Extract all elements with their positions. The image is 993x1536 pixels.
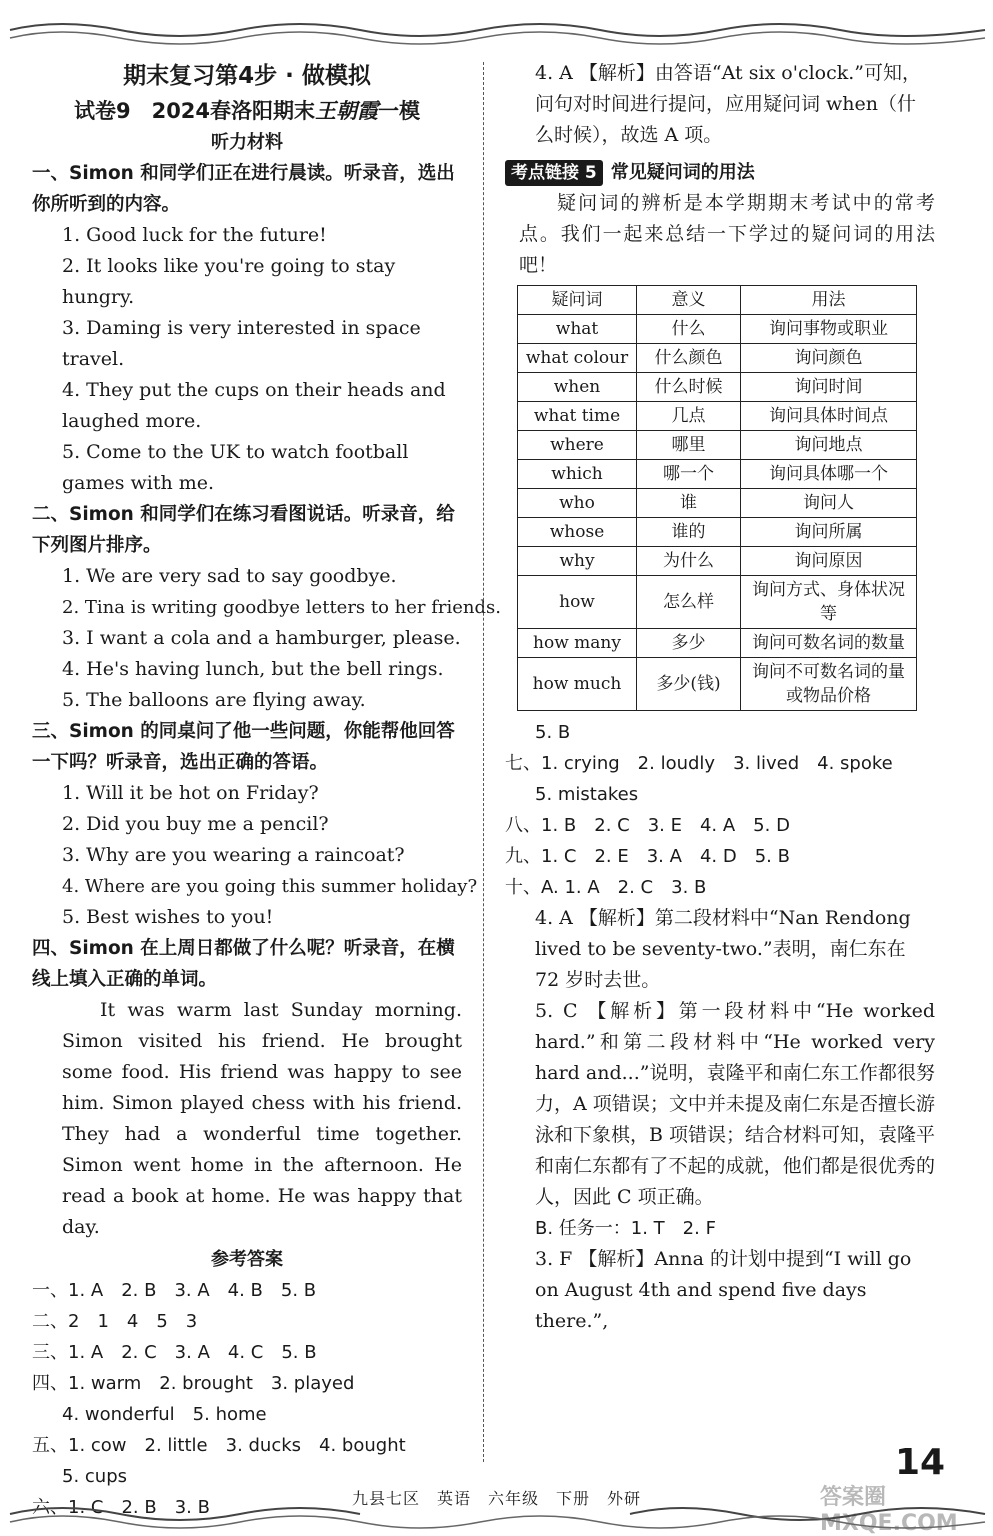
list-item: 2. It looks like you're going to stay hungry. <box>62 255 396 308</box>
table-cell: 什么颜色 <box>637 344 741 373</box>
table-row <box>518 518 917 547</box>
answer-line: 5. cups <box>62 1466 128 1487</box>
exam-title-text: 试卷9 2024春洛阳期末 <box>73 99 316 123</box>
table-row <box>518 431 917 460</box>
knowledge-link-title: 常见疑问词的用法 <box>610 162 755 183</box>
table-cell: 询问原因 <box>741 547 917 576</box>
q2-prompt: 二、Simon 和同学们在练习看图说话。听录音，给下列图片排序。 <box>32 504 455 556</box>
list-item: 3. Daming is very interested in space travel. <box>62 317 421 370</box>
answer-line: 八、1. B 2. C 3. E 4. A 5. D <box>505 815 790 836</box>
knowledge-link-tag: 考点链接 5 <box>505 160 603 186</box>
knowledge-link <box>505 157 935 188</box>
table-header-cell: 疑问词 <box>518 286 637 315</box>
table-cell: where <box>518 431 637 460</box>
table-cell: why <box>518 547 637 576</box>
list-item: 5. The balloons are flying away. <box>62 689 366 711</box>
q3-list <box>32 778 478 933</box>
answer-line: B. 任务一：1. T 2. F <box>535 1218 716 1239</box>
question-words-table <box>517 285 917 711</box>
q3-prompt: 三、Simon 的同桌问了他一些问题，你能帮他回答一下吗？听录音，选出正确的答语。 <box>32 721 455 773</box>
answer-line: 六、1. C 2. B 3. B <box>32 1497 210 1518</box>
list-item: 2. Tina is writing goodbye letters to her friends. <box>62 597 502 618</box>
table-row <box>518 402 917 431</box>
table-cell: 多少 <box>637 629 741 658</box>
table-cell: 为什么 <box>637 547 741 576</box>
table-row <box>518 460 917 489</box>
list-item: 3. Why are you wearing a raincoat? <box>62 844 405 866</box>
right-column <box>505 58 935 1337</box>
table-row <box>518 658 917 711</box>
answers-heading: 参考答案 <box>211 1249 283 1270</box>
answer-line: 5. B <box>535 722 571 743</box>
table-cell: 谁 <box>637 489 741 518</box>
q4-passage <box>32 995 462 1243</box>
list-item: 2. Did you buy me a pencil? <box>62 813 329 835</box>
list-item: 5. Best wishes to you! <box>62 906 274 928</box>
table-cell: 询问地点 <box>741 431 917 460</box>
table-cell: 哪一个 <box>637 460 741 489</box>
table-header-row <box>518 286 917 315</box>
answer-line: 九、1. C 2. E 3. A 4. D 5. B <box>505 846 790 867</box>
page-number: 14 <box>895 1442 946 1483</box>
table-cell: whose <box>518 518 637 547</box>
table-cell: when <box>518 373 637 402</box>
answer-line: 五、1. cow 2. little 3. ducks 4. bought <box>32 1435 406 1456</box>
table-cell: 询问具体哪一个 <box>741 460 917 489</box>
list-item: 3. I want a cola and a hamburger, please. <box>62 627 461 649</box>
watermark: 答案圈 MXQE.COM <box>820 1485 958 1536</box>
q1-prompt: 一、Simon 和同学们正在进行晨读。听录音，选出你所听到的内容。 <box>32 163 455 215</box>
table-row <box>518 344 917 373</box>
answer-explanation: 4. A 【解析】第二段材料中“Nan Rendong lived to be seventy-two.”表明，南仁东在 72 岁时去世。 <box>535 907 911 991</box>
table-row <box>518 315 917 344</box>
table-cell: 询问人 <box>741 489 917 518</box>
exam-title <box>32 94 462 128</box>
answer-line: 十、A. 1. A 2. C 3. B <box>505 877 707 898</box>
answer-line: 七、1. crying 2. loudly 3. lived 4. spoke <box>505 753 893 774</box>
table-cell: 谁的 <box>637 518 741 547</box>
table-row <box>518 373 917 402</box>
table-cell: what colour <box>518 344 637 373</box>
knowledge-intro: 疑问词的辨析是本学期期末考试中的常考点。我们一起来总结一下学过的疑问词的用法吧！ <box>519 192 935 276</box>
footer-text: 九县七区 英语 六年级 下册 外研 <box>351 1489 641 1508</box>
table-cell: how much <box>518 658 637 711</box>
table-cell: what time <box>518 402 637 431</box>
passage-text: It was warm last Sunday morning. Simon visited his friend. He brought some food. His friend was happy to see him. Simon played chess with his friend. They had a wonderful time together. Simon went home in the afternoon. He read a book at home. He was happy that day. <box>62 999 462 1238</box>
listening-heading: 听力材料 <box>211 132 283 153</box>
table-cell: 哪里 <box>637 431 741 460</box>
table-cell: 询问颜色 <box>741 344 917 373</box>
answer-line: 二、2 1 4 5 3 <box>32 1311 198 1332</box>
column-divider <box>483 62 484 1462</box>
table-cell: 询问事物或职业 <box>741 315 917 344</box>
table-cell: what <box>518 315 637 344</box>
list-item: 4. They put the cups on their heads and laughed more. <box>62 379 446 432</box>
table-row <box>518 629 917 658</box>
answer-line: 4. wonderful 5. home <box>62 1404 267 1425</box>
table-cell: how <box>518 576 637 629</box>
table-cell: 怎么样 <box>637 576 741 629</box>
table-cell: 什么 <box>637 315 741 344</box>
table-cell: 询问不可数名词的量或物品价格 <box>741 658 917 711</box>
answer-explanation: 5. C 【解析】第一段材料中“He worked hard.”和第二段材料中“He worked very hard and...”说明，袁隆平和南仁东工作都很努力，A 项错误；文中并未提及南仁东是否擅长游泳和下象棋，B 项错误；结合材料可知，袁隆平和南仁东都有了不起的成就，他们都是很优秀的人，因此 C 项正确。 <box>535 1000 936 1208</box>
table-cell: 多少(钱) <box>637 658 741 711</box>
answer-explanation: 3. F 【解析】Anna 的计划中提到“I will go on August 4th and spend five days there.”, <box>535 1248 912 1332</box>
bottom-decorative-border <box>0 1492 993 1532</box>
table-cell: who <box>518 489 637 518</box>
table-cell: 询问具体时间点 <box>741 402 917 431</box>
table-row <box>518 576 917 629</box>
table-header-cell: 意义 <box>637 286 741 315</box>
top-decorative-border <box>0 8 993 48</box>
table-row <box>518 547 917 576</box>
answer-line: 四、1. warm 2. brought 3. played <box>32 1373 355 1394</box>
q4-prompt: 四、Simon 在上周日都做了什么呢？听录音，在横线上填入正确的单词。 <box>32 938 455 990</box>
q1-list <box>32 220 462 499</box>
answer-line: 一、1. A 2. B 3. A 4. B 5. B <box>32 1280 317 1301</box>
table-cell: 询问可数名词的数量 <box>741 629 917 658</box>
list-item: 1. We are very sad to say goodbye. <box>62 565 397 587</box>
table-cell: 询问所属 <box>741 518 917 547</box>
page-title: 期末复习第4步 · 做模拟 <box>123 63 371 89</box>
table-cell: how many <box>518 629 637 658</box>
exam-suffix: 一模 <box>378 99 421 123</box>
q2-list <box>32 561 502 716</box>
answer-line: 5. mistakes <box>535 784 639 805</box>
table-cell: 询问时间 <box>741 373 917 402</box>
answer-4-explanation: 4. A 【解析】由答语“At six o'clock.”可知，问句对时间进行提问，应用疑问词 when（什么时候），故选 A 项。 <box>535 62 922 146</box>
table-cell: which <box>518 460 637 489</box>
list-item: 4. Where are you going this summer holiday? <box>62 876 478 897</box>
list-item: 4. He's having lunch, but the bell rings. <box>62 658 444 680</box>
table-cell: 什么时候 <box>637 373 741 402</box>
list-item: 5. Come to the UK to watch football games with me. <box>62 441 409 494</box>
table-cell: 几点 <box>637 402 741 431</box>
list-item: 1. Will it be hot on Friday? <box>62 782 319 804</box>
table-cell: 询问方式、身体状况等 <box>741 576 917 629</box>
table-row <box>518 489 917 518</box>
exam-brand: 王朝霞 <box>315 99 379 123</box>
table-header-cell: 用法 <box>741 286 917 315</box>
list-item: 1. Good luck for the future! <box>62 224 327 246</box>
answer-line: 三、1. A 2. C 3. A 4. C 5. B <box>32 1342 317 1363</box>
